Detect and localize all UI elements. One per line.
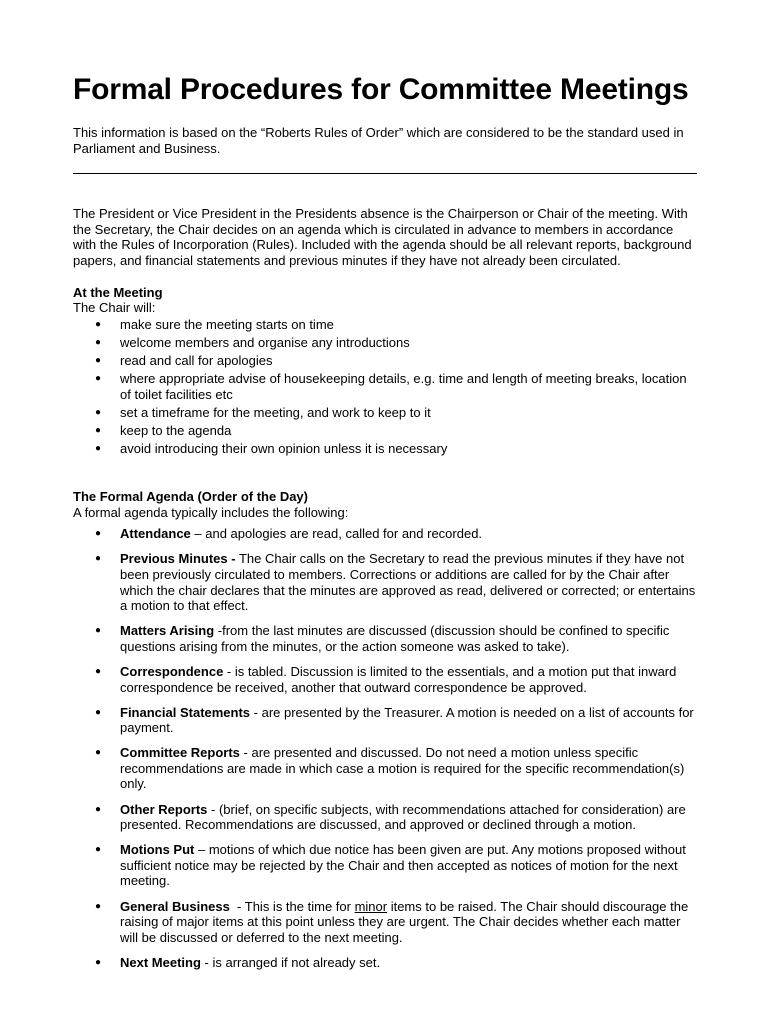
agenda-term: Next Meeting [120, 954, 201, 970]
agenda-term: Correspondence [120, 663, 224, 679]
agenda-description: The Chair calls on the Secretary to read the previous minutes if they have not been previously circulated to members. Corrections or additions are called for by the Chair after which the chair declares that the minutes are approved as read, delivered or corrected; or entertains a motion to that effect. [120, 551, 696, 614]
bullet-icon: ● [95, 803, 102, 815]
bullet-icon: ● [95, 706, 102, 718]
agenda-item-attendance [73, 526, 697, 542]
bullet-icon: ● [95, 336, 102, 348]
chair-duties-list [73, 317, 697, 457]
section-lead-agenda: A formal agenda typically includes the following: [73, 504, 349, 520]
agenda-description: - are presented by the Treasurer. A motion is needed on a list of accounts for payment. [120, 704, 694, 736]
document-page [73, 72, 697, 980]
intro-paragraph: This information is based on the “Roberts Rules of Order” which are considered to be the standard used in Parliament and Business. [73, 125, 684, 156]
bullet-icon: ● [95, 355, 102, 367]
agenda-term: Financial Statements [120, 704, 251, 720]
agenda-description: - This is the time for minor items to be raised. The Chair should discourage the raising of major items at this point unless they are urgent. The Chair decides whether each matter will be discussed or deferred to the next meeting. [120, 898, 689, 945]
bullet-icon: ● [95, 553, 102, 565]
agenda-item-previous-minutes [73, 551, 697, 613]
page-title: Formal Procedures for Committee Meetings [73, 73, 689, 106]
bullet-icon: ● [95, 373, 102, 385]
agenda-term: Previous Minutes - [120, 551, 236, 567]
agenda-term: Attendance [120, 526, 191, 542]
section-lead-chair-will: The Chair will: [73, 300, 156, 316]
agenda-item-motions-put [73, 842, 697, 889]
agenda-description: – motions of which due notice has been given are put. Any motions proposed without sufficient notice may be rejected by the Chair and then accepted as notices of motion for the next meeting. [120, 842, 686, 889]
horizontal-divider [73, 173, 697, 174]
list-item: ● read and call for apologies [95, 353, 273, 369]
bullet-icon: ● [95, 425, 102, 437]
agenda-item-general-business [73, 899, 697, 946]
bullet-icon: ● [95, 443, 102, 455]
chair-paragraph: The President or Vice President in the Presidents absence is the Chairperson or Chair of the meeting. With the Secretary, the Chair decides on an agenda which is circulated in advance to members in accordance with the Rules of Incorporation (Rules). Included with the agenda should be all relevant reports, background papers, and financial statements and previous minutes if they have not already been circulated. [73, 206, 692, 268]
section-heading-at-the-meeting: At the Meeting [73, 284, 163, 300]
list-item: ● keep to the agenda [95, 423, 232, 439]
agenda-term: Matters Arising [120, 623, 215, 639]
bullet-icon: ● [95, 528, 102, 540]
agenda-item-correspondence [73, 664, 697, 695]
list-item: ● make sure the meeting starts on time [95, 316, 334, 332]
agenda-item-financial-statements [73, 705, 697, 736]
agenda-description: - (brief, on specific subjects, with recommendations attached for consideration) are presented. Recommendations are discussed, and approved or declined through a motion. [120, 801, 686, 833]
agenda-item-next-meeting [73, 955, 697, 971]
bullet-icon: ● [95, 900, 102, 912]
agenda-term: Other Reports [120, 801, 208, 817]
underlined-emphasis: minor [354, 898, 388, 914]
agenda-description: - is tabled. Discussion is limited to the essentials, and a motion put that inward correspondence be received, another that outward correspondence be approved. [120, 663, 677, 695]
bullet-icon: ● [95, 625, 102, 637]
agenda-items-list [73, 526, 697, 970]
agenda-description: – and apologies are read, called for and recorded. [190, 526, 483, 542]
agenda-item-committee-reports [73, 745, 697, 792]
agenda-term: Motions Put [120, 842, 195, 858]
bullet-icon: ● [95, 747, 102, 759]
bullet-icon: ● [95, 665, 102, 677]
agenda-term: Committee Reports [120, 745, 240, 761]
agenda-term: General Business [120, 898, 230, 914]
list-item: ● where appropriate advise of housekeeping details, e.g. time and length of meeting breaks, location of toilet facilities etc [95, 371, 687, 402]
agenda-description: - is arranged if not already set. [200, 954, 381, 970]
list-item: ● avoid introducing their own opinion unless it is necessary [95, 441, 448, 457]
bullet-icon: ● [95, 318, 102, 330]
agenda-item-matters-arising [73, 623, 697, 654]
list-item: ● set a timeframe for the meeting, and work to keep to it [95, 405, 431, 421]
bullet-icon: ● [95, 844, 102, 856]
agenda-description: -from the last minutes are discussed (discussion should be confined to specific questions arising from the minutes, or the action someone was asked to take). [120, 623, 670, 654]
agenda-item-other-reports [73, 802, 697, 833]
list-item: ● welcome members and organise any introductions [95, 334, 410, 350]
bullet-icon: ● [95, 956, 102, 968]
agenda-description: - are presented and discussed. Do not need a motion unless specific recommendations are made in which case a motion is required for the specific recommendation(s) only. [120, 745, 685, 792]
bullet-icon: ● [95, 407, 102, 419]
section-heading-formal-agenda: The Formal Agenda (Order of the Day) [73, 489, 308, 505]
